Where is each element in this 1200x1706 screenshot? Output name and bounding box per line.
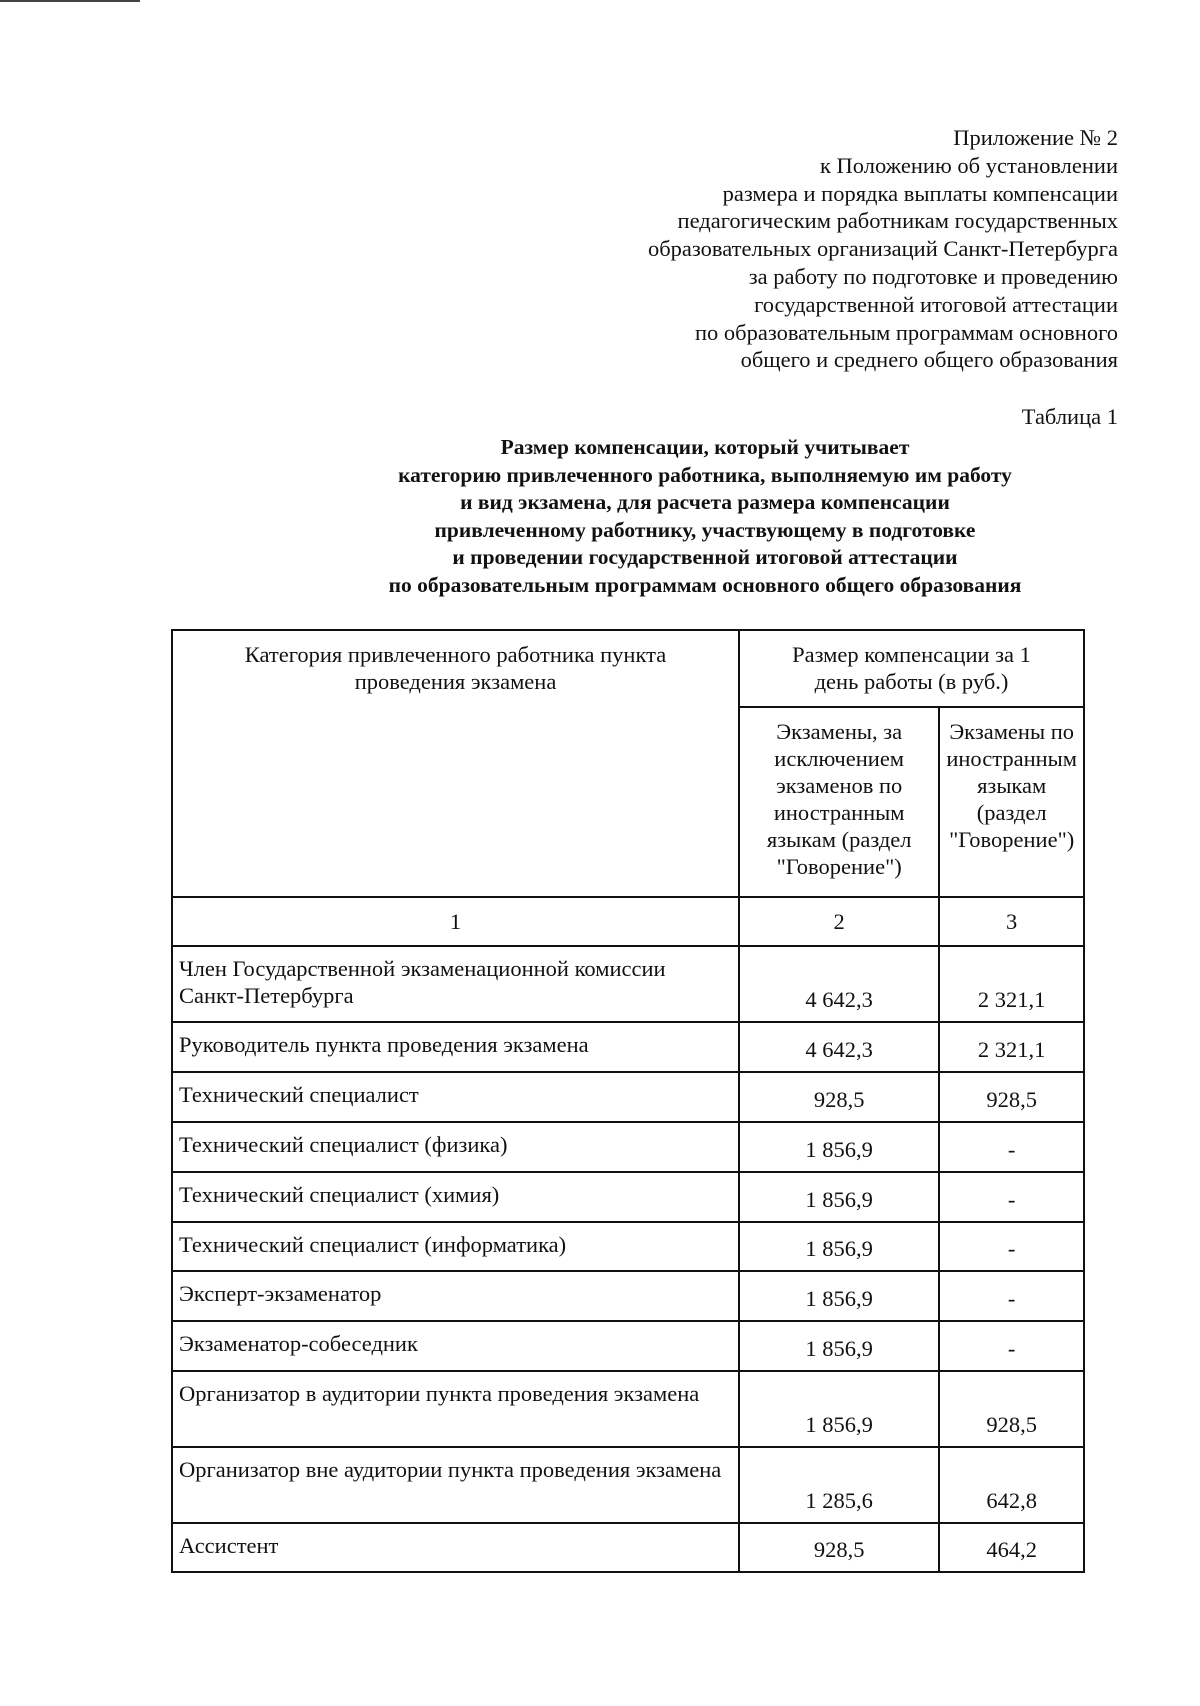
annex-line: педагогическим работникам государственных [677, 208, 1118, 234]
row-value-general: 1 856,9 [739, 1321, 939, 1371]
row-value-speaking: - [939, 1321, 1084, 1371]
annex-line: к Положению об установлении [819, 152, 1118, 178]
table-title [180, 434, 1200, 599]
row-value-speaking: 928,5 [939, 1371, 1084, 1447]
row-value-general: 4 642,3 [739, 1022, 939, 1072]
row-name: Технический специалист (информатика) [172, 1222, 739, 1271]
row-value-speaking: 2 321,1 [939, 946, 1084, 1022]
row-value-speaking: 928,5 [939, 1072, 1084, 1122]
row-name: Технический специалист (химия) [172, 1172, 739, 1222]
row-value-speaking: - [939, 1222, 1084, 1271]
header-category: Категория привлеченного работника пункта проведения экзамена [172, 630, 739, 897]
title-line: Размер компенсации, который учитывает [500, 435, 910, 459]
title-line: по образовательным программам основного общего образования [388, 572, 1022, 597]
table-row [172, 1371, 1084, 1447]
header-col2: Экзамены, за исключением экзаменов по иностранным языкам (раздел "Говорение") [739, 707, 939, 897]
annex-header [648, 124, 1118, 374]
scan-mark [0, 0, 140, 2]
row-value-general: 1 856,9 [739, 1172, 939, 1222]
row-value-speaking: 464,2 [939, 1523, 1084, 1572]
table-row [172, 946, 1084, 1022]
col-number: 3 [939, 897, 1084, 946]
title-line: категорию привлеченного работника, выполняемую им работу [398, 462, 1012, 487]
compensation-table [171, 629, 1085, 1573]
row-value-speaking: - [939, 1122, 1084, 1172]
annex-line: Приложение № 2 [953, 125, 1118, 150]
row-name: Технический специалист (физика) [172, 1122, 739, 1172]
annex-line: по образовательным программам основного [694, 319, 1118, 345]
annex-line: образовательных организаций Санкт-Петербурга [647, 236, 1118, 262]
table-row [172, 1523, 1084, 1572]
row-name: Член Государственной экзаменационной комиссии Санкт-Петербурга [172, 946, 739, 1022]
row-value-speaking: 642,8 [939, 1447, 1084, 1523]
row-name: Технический специалист [172, 1072, 739, 1122]
row-value-speaking: 2 321,1 [939, 1022, 1084, 1072]
title-line: привлеченному работнику, участвующему в подготовке [434, 517, 976, 542]
annex-line: размера и порядка выплаты компенсации [722, 180, 1118, 206]
row-value-speaking: - [939, 1271, 1084, 1321]
row-value-general: 928,5 [739, 1523, 939, 1572]
row-name: Экзаменатор-собеседник [172, 1321, 739, 1371]
title-line: и вид экзамена, для расчета размера компенсации [460, 490, 950, 514]
annex-line: общего и среднего общего образования [740, 347, 1118, 373]
header-compensation: Размер компенсации за 1 день работы (в руб.) [739, 630, 1084, 707]
table-row [172, 1022, 1084, 1072]
row-value-speaking: - [939, 1172, 1084, 1222]
row-name: Эксперт-экзаменатор [172, 1271, 739, 1321]
table-row [172, 1271, 1084, 1321]
table-row [172, 1447, 1084, 1523]
table-row [172, 1122, 1084, 1172]
table-row [172, 1072, 1084, 1122]
annex-line: за работу по подготовке и проведению [748, 263, 1118, 289]
title-line: и проведении государственной итоговой аттестации [452, 545, 958, 569]
header-col3: Экзамены по иностранным языкам (раздел "Говорение") [939, 707, 1084, 897]
row-value-general: 4 642,3 [739, 946, 939, 1022]
annex-line: государственной итоговой аттестации [754, 291, 1118, 317]
row-value-general: 1 856,9 [739, 1122, 939, 1172]
row-value-general: 1 285,6 [739, 1447, 939, 1523]
row-value-general: 1 856,9 [739, 1371, 939, 1447]
row-name: Ассистент [172, 1523, 739, 1572]
table-row [172, 1172, 1084, 1222]
row-value-general: 1 856,9 [739, 1271, 939, 1321]
row-name: Руководитель пункта проведения экзамена [172, 1022, 739, 1072]
col-number: 2 [739, 897, 939, 946]
table-row [172, 1222, 1084, 1271]
table-label: Таблица 1 [1021, 404, 1118, 429]
row-value-general: 928,5 [739, 1072, 939, 1122]
table-row [172, 1321, 1084, 1371]
row-name: Организатор в аудитории пункта проведения экзамена [172, 1371, 739, 1447]
col-number: 1 [172, 897, 739, 946]
row-name: Организатор вне аудитории пункта проведения экзамена [172, 1447, 739, 1523]
row-value-general: 1 856,9 [739, 1222, 939, 1271]
